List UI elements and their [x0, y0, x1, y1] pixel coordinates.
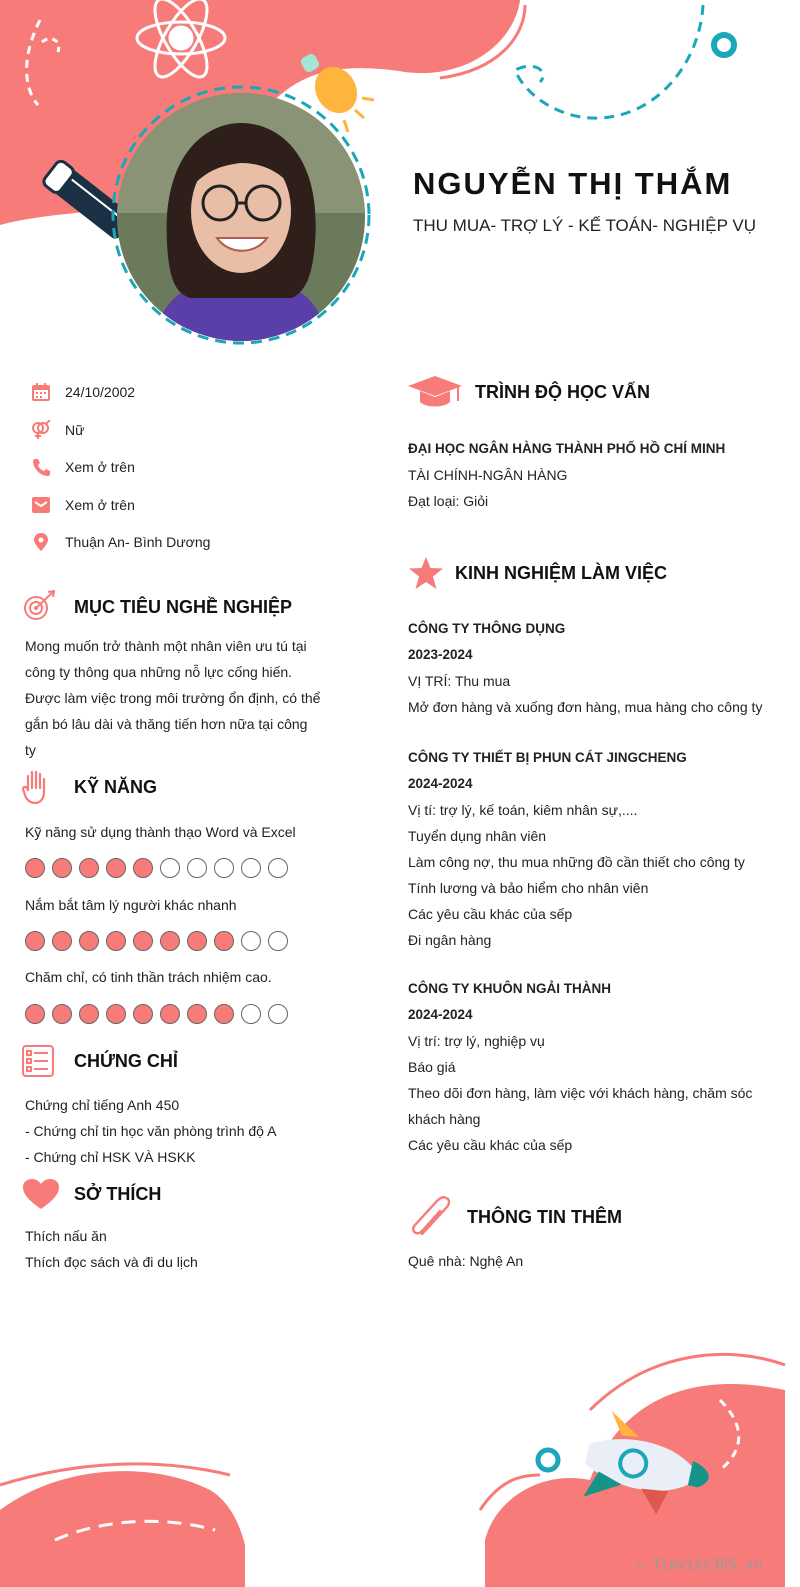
checklist-icon [22, 1045, 54, 1077]
hobby-item: Thích nấu ăn [25, 1228, 107, 1244]
certificates-section-header [22, 1045, 178, 1077]
location-pin-icon [30, 531, 52, 553]
calendar-icon [30, 381, 52, 403]
job-detail: Tính lương và bảo hiểm cho nhân viên [408, 880, 649, 896]
rating-dot-empty [241, 931, 261, 951]
objective-heading: MỤC TIÊU NGHỀ NGHIỆP [74, 596, 293, 617]
extra-details [408, 1248, 523, 1274]
address-text: Thuận An- Bình Dương [65, 534, 211, 550]
rating-dot-filled [79, 931, 99, 951]
job-company: CÔNG TY THIẾT BỊ PHUN CÁT JINGCHENG [408, 750, 687, 765]
job-detail: Vị tí: trợ lý, kế toán, kiêm nhân sự,.... [408, 802, 638, 818]
certificates-heading: CHỨNG CHỈ [74, 1050, 178, 1071]
skill-name: Nắm bắt tâm lý người khác nhanh [25, 897, 237, 913]
rating-dot-filled [187, 931, 207, 951]
rating-dot-filled [160, 1004, 180, 1024]
certificates-list [25, 1092, 276, 1170]
rating-dot-filled [52, 931, 72, 951]
info-address [30, 530, 210, 554]
school-name: ĐẠI HỌC NGÂN HÀNG THÀNH PHỐ HỒ CHÍ MINH [408, 441, 726, 456]
rating-dot-filled [133, 931, 153, 951]
info-phone [30, 455, 135, 479]
rating-dot-filled [160, 931, 180, 951]
skill-rating-1 [25, 931, 288, 951]
rating-dot-filled [106, 931, 126, 951]
experience-section-header [408, 556, 667, 590]
objective-line: gắn bó lâu dài và thăng tiến hơn nữa tại công [25, 716, 308, 732]
rating-dot-filled [79, 1004, 99, 1024]
objective-line: Mong muốn trở thành một nhân viên ưu tú tại [25, 638, 307, 654]
rating-dot-filled [25, 1004, 45, 1024]
rating-dot-empty [241, 1004, 261, 1024]
objective-line: Được làm việc trong môi trường ổn định, có thể [25, 690, 321, 706]
rating-dot-filled [187, 1004, 207, 1024]
certificate-item: Chứng chỉ tiếng Anh 450 [25, 1097, 180, 1113]
skills-section-header [22, 770, 157, 804]
rating-dot-empty [214, 858, 234, 878]
hobbies-list [25, 1223, 198, 1275]
objective-line: công ty thông qua những nỗ lực cống hiến. [25, 664, 293, 680]
education-section-header [408, 374, 650, 410]
certificate-item: - Chứng chỉ tin học văn phòng trình độ A [25, 1123, 277, 1139]
hobbies-heading: SỞ THÍCH [74, 1183, 162, 1204]
skill-rating-0 [25, 858, 288, 878]
star-icon [408, 556, 444, 590]
job-company: CÔNG TY KHUÔN NGẢI THÀNH [408, 981, 612, 996]
rating-dot-filled [214, 1004, 234, 1024]
job-entry [408, 745, 745, 953]
rating-dot-filled [133, 1004, 153, 1024]
objective-line: ty [25, 742, 36, 758]
education-details [408, 436, 725, 514]
job-detail: Các yêu cầu khác của sếp [408, 1137, 573, 1153]
education-heading: TRÌNH ĐỘ HỌC VẤN [475, 381, 650, 402]
grade: Đạt loại: Giỏi [408, 493, 489, 509]
ring-icon [714, 35, 734, 55]
experience-heading: KINH NGHIỆM LÀM VIỆC [455, 562, 668, 583]
hobbies-section-header [22, 1178, 161, 1210]
profile-photo [117, 93, 365, 341]
job-detail: Mở đơn hàng và xuống đơn hàng, mua hàng cho công ty [408, 699, 763, 715]
email-icon [30, 494, 52, 516]
extra-heading: THÔNG TIN THÊM [467, 1206, 622, 1227]
paperclip-icon [408, 1196, 454, 1238]
objective-section-header [22, 590, 292, 624]
hand-icon [22, 770, 52, 804]
extra-section-header [408, 1196, 622, 1238]
watermark: ∴ Timviec365.vn [635, 1557, 762, 1573]
phone-icon [30, 456, 52, 478]
graduation-cap-icon [408, 374, 463, 410]
ring-icon [538, 1450, 558, 1470]
hobby-item: Thích đọc sách và đi du lịch [25, 1254, 198, 1270]
rating-dot-filled [106, 1004, 126, 1024]
rating-dot-filled [133, 858, 153, 878]
candidate-name: NGUYỄN THỊ THẮM [413, 166, 733, 201]
skills-heading: KỸ NĂNG [74, 776, 158, 797]
gender-text: Nữ [65, 422, 85, 438]
email-text: Xem ở trên [65, 497, 135, 513]
info-gender [30, 418, 84, 442]
skill-rating-2 [25, 1004, 288, 1024]
job-entry [408, 616, 762, 720]
rating-dot-filled [25, 858, 45, 878]
rating-dot-filled [52, 1004, 72, 1024]
rating-dot-filled [52, 858, 72, 878]
rating-dot-filled [25, 931, 45, 951]
job-entry [408, 976, 752, 1158]
rating-dot-filled [79, 858, 99, 878]
birthday-text: 24/10/2002 [65, 384, 136, 400]
rating-dot-empty [160, 858, 180, 878]
job-detail: VỊ TRÍ: Thu mua [408, 673, 511, 689]
job-detail: Các yêu cầu khác của sếp [408, 906, 573, 922]
objective-text [25, 633, 321, 763]
job-company: CÔNG TY THÔNG DỤNG [408, 621, 566, 636]
job-detail: Báo giá [408, 1059, 456, 1075]
certificate-item: - Chứng chỉ HSK VÀ HSKK [25, 1149, 196, 1165]
rating-dot-filled [214, 931, 234, 951]
rating-dot-empty [268, 858, 288, 878]
target-icon [22, 590, 56, 624]
skill-name: Chăm chỉ, có tinh thần trách nhiệm cao. [25, 969, 272, 985]
heart-icon [22, 1178, 60, 1210]
gender-icon [30, 419, 52, 441]
footer-decoration [0, 1340, 800, 1587]
job-detail: Theo dõi đơn hàng, làm việc với khách hàng, chăm sóc [408, 1085, 753, 1101]
skill-name: Kỹ năng sử dụng thành thạo Word và Excel [25, 824, 296, 840]
job-period: 2023-2024 [408, 647, 473, 662]
job-period: 2024-2024 [408, 1007, 473, 1022]
job-period: 2024-2024 [408, 776, 473, 791]
job-detail: Đi ngân hàng [408, 932, 492, 948]
job-detail: Tuyển dụng nhân viên [408, 828, 547, 844]
info-birthday [30, 380, 135, 404]
info-email [30, 493, 135, 517]
rating-dot-empty [241, 858, 261, 878]
job-detail: Làm công nợ, thu mua những đồ cần thiết cho công ty [408, 854, 745, 870]
extra-item: Quê nhà: Nghệ An [408, 1253, 524, 1269]
major: TÀI CHÍNH-NGÂN HÀNG [408, 467, 568, 483]
rating-dot-empty [268, 1004, 288, 1024]
rating-dot-empty [187, 858, 207, 878]
phone-text: Xem ở trên [65, 459, 135, 475]
rating-dot-filled [106, 858, 126, 878]
job-detail: khách hàng [408, 1111, 481, 1127]
candidate-title: THU MUA- TRỢ LÝ - KẾ TOÁN- NGHIỆP VỤ [413, 216, 756, 235]
job-detail: Vị trí: trợ lý, nghiệp vụ [408, 1033, 545, 1049]
rating-dot-empty [268, 931, 288, 951]
